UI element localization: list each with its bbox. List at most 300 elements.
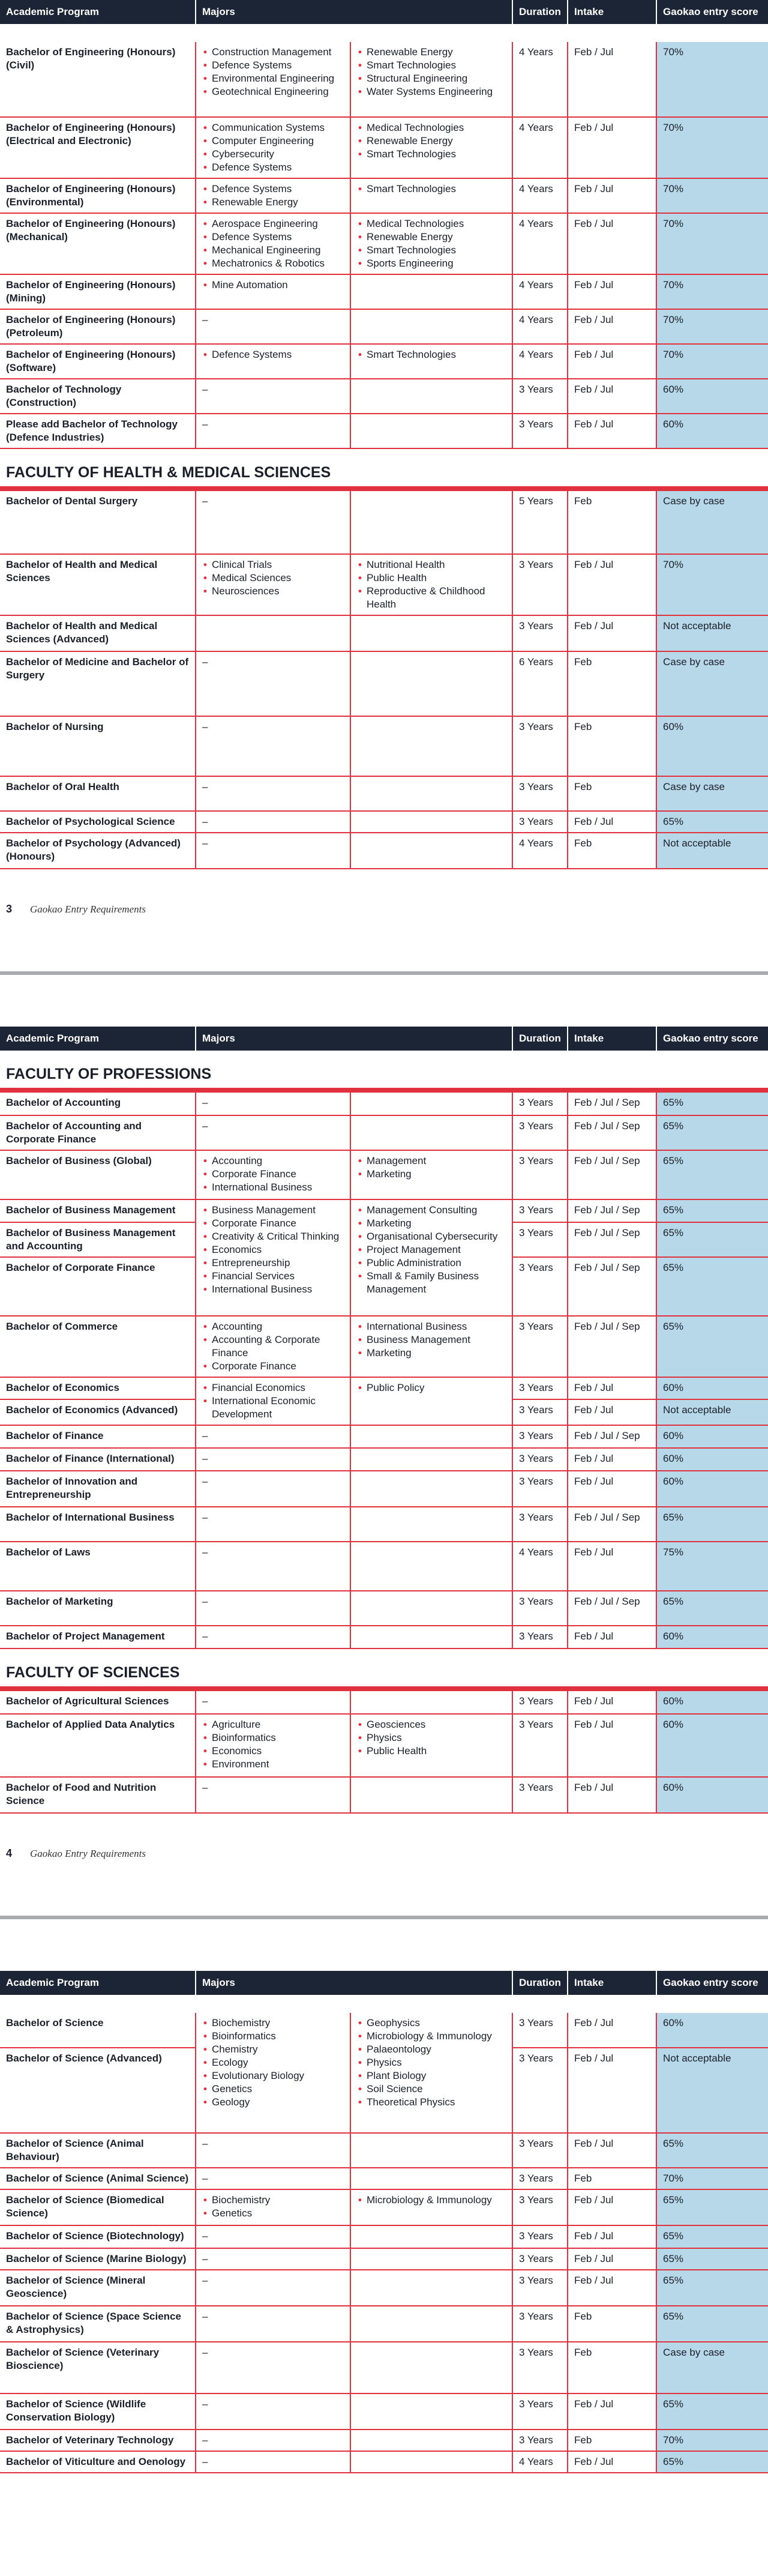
table-row	[0, 2430, 768, 2451]
majors-column-1	[196, 2189, 350, 2225]
majors-column-2	[350, 2013, 512, 2133]
majors-list	[202, 348, 344, 361]
gaokao-score-cell: Case by case	[656, 491, 768, 554]
no-majors-dash: –	[202, 1695, 208, 1707]
gaokao-score-cell: 65%	[656, 2394, 768, 2430]
gaokao-score-cell: 65%	[656, 1093, 768, 1115]
majors-column-2	[350, 2451, 512, 2473]
major-item: • Geology	[202, 2096, 344, 2109]
table-row	[0, 776, 768, 811]
program-name: Bachelor of Accounting and Corporate Finance	[0, 1115, 196, 1150]
majors-list	[202, 46, 344, 98]
majors-column-1	[196, 1691, 350, 1714]
table-header	[0, 1027, 768, 1051]
table-row	[0, 379, 768, 414]
majors-list	[202, 1718, 344, 1771]
intake-cell: Feb / Jul	[568, 1377, 656, 1399]
intake-cell: Feb / Jul / Sep	[568, 1257, 656, 1316]
majors-list	[202, 1204, 344, 1296]
majors-column-2	[350, 1150, 512, 1199]
majors-column-1	[196, 491, 350, 554]
table-row	[0, 1115, 768, 1150]
program-name: Bachelor of Economics (Advanced)	[0, 1399, 196, 1425]
majors-list	[357, 1154, 506, 1181]
program-name: Bachelor of Science (Biomedical Science)	[0, 2189, 196, 2225]
intake-cell: Feb	[568, 651, 656, 716]
footer-label: Gaokao Entry Requirements	[30, 903, 146, 915]
gaokao-score-cell: 70%	[656, 178, 768, 213]
major-item: • International Business	[202, 1181, 344, 1194]
majors-column-1	[196, 651, 350, 716]
gaokao-score-cell: 65%	[656, 1591, 768, 1626]
major-item: • Environment	[202, 1758, 344, 1771]
majors-column-2	[350, 213, 512, 274]
no-majors-dash: –	[202, 384, 208, 395]
majors-column-1	[196, 554, 350, 615]
duration-cell: 3 Years	[512, 379, 568, 414]
no-majors-dash: –	[202, 781, 208, 792]
gaokao-score-cell: 65%	[656, 2270, 768, 2306]
intake-cell: Feb / Jul	[568, 42, 656, 117]
majors-list	[202, 217, 344, 270]
program-name: Bachelor of Economics	[0, 1377, 196, 1399]
majors-column-1	[196, 2270, 350, 2306]
program-name: Bachelor of Science (Space Science & Astrophysics)	[0, 2306, 196, 2342]
program-name: Bachelor of Corporate Finance	[0, 1257, 196, 1316]
majors-column-2	[350, 2225, 512, 2248]
intake-cell: Feb / Jul	[568, 2048, 656, 2133]
majors-list	[202, 121, 344, 174]
intake-cell: Feb / Jul	[568, 1777, 656, 1813]
gaokao-score-cell: Case by case	[656, 776, 768, 811]
header-gaokao-score: Gaokao entry score	[656, 1027, 768, 1051]
program-name: Bachelor of Science (Veterinary Bioscience)	[0, 2342, 196, 2394]
spacer-row	[0, 1995, 768, 2013]
gaokao-score-cell: 70%	[656, 213, 768, 274]
intake-cell: Feb / Jul	[568, 1691, 656, 1714]
majors-column-2	[350, 1777, 512, 1813]
major-item: • Smart Technologies	[357, 244, 506, 257]
majors-column-2	[350, 2394, 512, 2430]
majors-column-2	[350, 1626, 512, 1648]
major-item: • International Business	[202, 1283, 344, 1296]
faculty-rule	[0, 486, 768, 491]
majors-column-2	[350, 615, 512, 651]
intake-cell: Feb / Jul	[568, 2133, 656, 2168]
duration-cell: 3 Years	[512, 1691, 568, 1714]
program-name: Bachelor of Science (Mineral Geoscience)	[0, 2270, 196, 2306]
gaokao-score-cell: 70%	[656, 2168, 768, 2189]
header-duration: Duration	[512, 1027, 568, 1051]
no-majors-dash: –	[202, 2275, 208, 2286]
duration-cell: 3 Years	[512, 2394, 568, 2430]
majors-list	[357, 1718, 506, 1758]
major-item: • Medical Technologies	[357, 217, 506, 231]
program-name: Bachelor of International Business	[0, 1507, 196, 1542]
majors-list	[357, 121, 506, 161]
majors-list	[357, 46, 506, 98]
table-row	[0, 2248, 768, 2270]
program-name: Bachelor of Psychology (Advanced) (Honours)	[0, 833, 196, 869]
major-item: • Marketing	[357, 1217, 506, 1230]
faculty-rule	[0, 1686, 768, 1691]
table-row	[0, 2394, 768, 2430]
program-name: Bachelor of Engineering (Honours) (Civil)	[0, 42, 196, 117]
major-item: • Business Management	[202, 1204, 344, 1217]
gaokao-score-cell: 60%	[656, 2013, 768, 2048]
majors-column-2	[350, 1199, 512, 1316]
major-item: • Geosciences	[357, 1718, 506, 1731]
duration-cell: 5 Years	[512, 491, 568, 554]
majors-column-2	[350, 344, 512, 379]
table-row	[0, 274, 768, 309]
majors-column-2	[350, 776, 512, 811]
no-majors-dash: –	[202, 1476, 208, 1487]
duration-cell: 3 Years	[512, 2306, 568, 2342]
majors-column-1	[196, 2168, 350, 2189]
major-item: • Neurosciences	[202, 585, 344, 598]
duration-cell: 4 Years	[512, 2451, 568, 2473]
program-name: Bachelor of Dental Surgery	[0, 491, 196, 554]
no-majors-dash: –	[202, 2230, 208, 2242]
program-name: Bachelor of Engineering (Honours) (Software)	[0, 344, 196, 379]
major-item: • Clinical Trials	[202, 558, 344, 572]
majors-column-2	[350, 1093, 512, 1115]
duration-cell: 3 Years	[512, 2189, 568, 2225]
major-item: • International Business	[357, 1320, 506, 1333]
majors-column-1	[196, 1199, 350, 1316]
majors-column-2	[350, 491, 512, 554]
intake-cell: Feb / Jul / Sep	[568, 1199, 656, 1222]
page5-body	[0, 1995, 768, 2473]
header-academic-program: Academic Program	[0, 1971, 196, 1995]
program-name: Bachelor of Medicine and Bachelor of Surgery	[0, 651, 196, 716]
major-item: • Mine Automation	[202, 279, 344, 292]
duration-cell: 3 Years	[512, 1626, 568, 1648]
program-name: Bachelor of Applied Data Analytics	[0, 1714, 196, 1777]
program-name: Bachelor of Oral Health	[0, 776, 196, 811]
program-name: Bachelor of Science	[0, 2013, 196, 2048]
major-item: • Chemistry	[202, 2043, 344, 2056]
major-item: • Ecology	[202, 2056, 344, 2069]
table-row	[0, 1093, 768, 1115]
gaokao-score-cell: 70%	[656, 2430, 768, 2451]
intake-cell: Feb	[568, 2306, 656, 2342]
page-number: 3	[6, 903, 13, 915]
majors-column-2	[350, 716, 512, 776]
gaokao-score-cell: 70%	[656, 117, 768, 178]
intake-cell: Feb / Jul	[568, 178, 656, 213]
majors-column-2	[350, 1448, 512, 1471]
major-item: • Defence Systems	[202, 348, 344, 361]
faculty-heading-row	[0, 1648, 768, 1691]
majors-column-1	[196, 1471, 350, 1507]
header-majors: Majors	[196, 1027, 512, 1051]
major-item: • Soil Science	[357, 2083, 506, 2096]
page-gap	[0, 975, 768, 1027]
program-name: Bachelor of Science (Marine Biology)	[0, 2248, 196, 2270]
intake-cell: Feb	[568, 491, 656, 554]
no-majors-dash: –	[202, 2138, 208, 2149]
duration-cell: 3 Years	[512, 1714, 568, 1777]
majors-column-2	[350, 117, 512, 178]
gaokao-score-cell: 65%	[656, 1257, 768, 1316]
duration-cell: 4 Years	[512, 274, 568, 309]
no-majors-dash: –	[202, 1097, 208, 1108]
majors-column-1	[196, 776, 350, 811]
majors-list	[202, 1320, 344, 1373]
gaokao-score-cell: 65%	[656, 1150, 768, 1199]
intake-cell: Feb / Jul	[568, 309, 656, 344]
no-majors-dash: –	[202, 495, 208, 507]
intake-cell: Feb / Jul	[568, 1626, 656, 1648]
gaokao-score-cell: 65%	[656, 1115, 768, 1150]
table-row	[0, 1626, 768, 1648]
intake-cell: Feb	[568, 776, 656, 811]
header-academic-program: Academic Program	[0, 1027, 196, 1051]
table-row	[0, 1777, 768, 1813]
major-item: • Defence Systems	[202, 59, 344, 72]
major-item: • Communication Systems	[202, 121, 344, 134]
gaokao-score-cell: 75%	[656, 1542, 768, 1591]
majors-column-2	[350, 651, 512, 716]
major-item: • Nutritional Health	[357, 558, 506, 572]
majors-column-1	[196, 274, 350, 309]
major-item: • Genetics	[202, 2083, 344, 2096]
major-item: • Corporate Finance	[202, 1360, 344, 1373]
majors-column-1	[196, 1150, 350, 1199]
header-majors: Majors	[196, 1971, 512, 1995]
majors-column-1	[196, 1542, 350, 1591]
major-item: • Aerospace Engineering	[202, 217, 344, 231]
gaokao-score-cell: Not acceptable	[656, 2048, 768, 2133]
majors-list	[202, 182, 344, 209]
no-majors-dash: –	[202, 1630, 208, 1642]
majors-column-1	[196, 1626, 350, 1648]
gaokao-score-cell: 70%	[656, 274, 768, 309]
intake-cell: Feb / Jul / Sep	[568, 1425, 656, 1448]
duration-cell: 6 Years	[512, 651, 568, 716]
duration-cell: 3 Years	[512, 1425, 568, 1448]
table-row	[0, 1714, 768, 1777]
gaokao-score-cell: 65%	[656, 2248, 768, 2270]
major-item: • Cybersecurity	[202, 148, 344, 161]
major-item: • Defence Systems	[202, 161, 344, 174]
major-item: • Management Consulting	[357, 1204, 506, 1217]
table-row	[0, 1150, 768, 1199]
program-name: Bachelor of Science (Wildlife Conservation Biology)	[0, 2394, 196, 2430]
major-item: • Biochemistry	[202, 2016, 344, 2030]
no-majors-dash: –	[202, 2173, 208, 2184]
page-footer-4	[0, 1814, 768, 1898]
no-majors-dash: –	[202, 2311, 208, 2322]
table-row	[0, 491, 768, 554]
duration-cell: 4 Years	[512, 309, 568, 344]
intake-cell: Feb / Jul / Sep	[568, 1115, 656, 1150]
majors-column-2	[350, 1316, 512, 1377]
no-majors-dash: –	[202, 1546, 208, 1558]
no-majors-dash: –	[202, 837, 208, 849]
table-header	[0, 0, 768, 24]
intake-cell: Feb / Jul	[568, 2225, 656, 2248]
table-row	[0, 309, 768, 344]
duration-cell: 3 Years	[512, 1591, 568, 1626]
major-item: • Structural Engineering	[357, 72, 506, 85]
faculty-title: FACULTY OF PROFESSIONS	[6, 1066, 212, 1082]
gaokao-score-cell: 60%	[656, 1471, 768, 1507]
table-row	[0, 554, 768, 615]
gaokao-score-cell: 60%	[656, 1425, 768, 1448]
majors-list	[357, 2016, 506, 2109]
header-duration: Duration	[512, 1971, 568, 1995]
intake-cell: Feb / Jul	[568, 1714, 656, 1777]
gaokao-score-cell: Case by case	[656, 651, 768, 716]
gaokao-score-cell: 70%	[656, 554, 768, 615]
program-name: Bachelor of Commerce	[0, 1316, 196, 1377]
faculty-heading-row	[0, 448, 768, 491]
majors-column-1	[196, 811, 350, 833]
footer-label: Gaokao Entry Requirements	[30, 1848, 146, 1859]
majors-column-2	[350, 2189, 512, 2225]
major-item: • Physics	[357, 2056, 506, 2069]
major-item: • Medical Technologies	[357, 121, 506, 134]
table-row	[0, 1316, 768, 1377]
program-table-page3	[0, 0, 768, 869]
majors-list	[202, 2016, 344, 2109]
table-row	[0, 178, 768, 213]
major-item: • Renewable Energy	[357, 134, 506, 148]
majors-list	[202, 558, 344, 598]
no-majors-dash: –	[202, 2434, 208, 2446]
majors-column-1	[196, 379, 350, 414]
gaokao-score-cell: 65%	[656, 1507, 768, 1542]
majors-column-1	[196, 1591, 350, 1626]
intake-cell: Feb / Jul	[568, 1542, 656, 1591]
table-row	[0, 2189, 768, 2225]
gaokao-score-cell: 65%	[656, 1316, 768, 1377]
program-name: Please add Bachelor of Technology (Defence Industries)	[0, 414, 196, 448]
intake-cell: Feb	[568, 833, 656, 869]
program-name: Bachelor of Science (Biotechnology)	[0, 2225, 196, 2248]
program-name: Bachelor of Project Management	[0, 1626, 196, 1648]
intake-cell: Feb / Jul	[568, 344, 656, 379]
major-item: • Water Systems Engineering	[357, 85, 506, 98]
program-name: Bachelor of Engineering (Honours) (Mining)	[0, 274, 196, 309]
program-table-page4	[0, 1027, 768, 1814]
majors-column-1	[196, 1448, 350, 1471]
gaokao-score-cell: 70%	[656, 42, 768, 117]
no-majors-dash: –	[202, 418, 208, 430]
table-row	[0, 1507, 768, 1542]
gaokao-score-cell: Not acceptable	[656, 1399, 768, 1425]
majors-column-2	[350, 2248, 512, 2270]
duration-cell: 3 Years	[512, 811, 568, 833]
major-item: • Renewable Energy	[357, 46, 506, 59]
gaokao-score-cell: 65%	[656, 2133, 768, 2168]
duration-cell: 3 Years	[512, 776, 568, 811]
majors-column-2	[350, 1115, 512, 1150]
majors-column-1	[196, 2342, 350, 2394]
duration-cell: 4 Years	[512, 1542, 568, 1591]
intake-cell: Feb / Jul / Sep	[568, 1591, 656, 1626]
no-majors-dash: –	[202, 816, 208, 827]
majors-column-2	[350, 833, 512, 869]
major-item: • Smart Technologies	[357, 182, 506, 196]
program-name: Bachelor of Engineering (Honours) (Petroleum)	[0, 309, 196, 344]
faculty-title: FACULTY OF SCIENCES	[6, 1664, 180, 1681]
program-name: Bachelor of Veterinary Technology	[0, 2430, 196, 2451]
gaokao-score-cell: 60%	[656, 414, 768, 448]
gaokao-score-cell: Not acceptable	[656, 615, 768, 651]
major-item: • Geophysics	[357, 2016, 506, 2030]
duration-cell: 3 Years	[512, 1150, 568, 1199]
majors-column-2	[350, 2306, 512, 2342]
majors-column-1	[196, 178, 350, 213]
program-name: Bachelor of Engineering (Honours) (Electrical and Electronic)	[0, 117, 196, 178]
no-majors-dash: –	[202, 1120, 208, 1132]
no-majors-dash: –	[202, 1512, 208, 1523]
program-name: Bachelor of Laws	[0, 1542, 196, 1591]
gaokao-score-cell: 65%	[656, 2306, 768, 2342]
table-row	[0, 414, 768, 448]
major-item: • Sports Engineering	[357, 257, 506, 270]
intake-cell: Feb / Jul	[568, 1399, 656, 1425]
header-intake: Intake	[568, 1027, 656, 1051]
major-item: • Public Health	[357, 1745, 506, 1758]
table-row	[0, 2225, 768, 2248]
program-name: Bachelor of Psychological Science	[0, 811, 196, 833]
major-item: • Computer Engineering	[202, 134, 344, 148]
gaokao-score-cell: 65%	[656, 2189, 768, 2225]
spacer-row	[0, 24, 768, 42]
duration-cell: 3 Years	[512, 2270, 568, 2306]
majors-column-2	[350, 811, 512, 833]
table-row	[0, 1471, 768, 1507]
major-item: • Mechanical Engineering	[202, 244, 344, 257]
gaokao-score-cell: 65%	[656, 2451, 768, 2473]
duration-cell: 4 Years	[512, 344, 568, 379]
major-item: • Geotechnical Engineering	[202, 85, 344, 98]
faculty-title: FACULTY OF HEALTH & MEDICAL SCIENCES	[6, 464, 331, 481]
program-name: Bachelor of Business (Global)	[0, 1150, 196, 1199]
duration-cell: 4 Years	[512, 178, 568, 213]
major-item: • Construction Management	[202, 46, 344, 59]
majors-column-2	[350, 309, 512, 344]
program-name: Bachelor of Science (Animal Behaviour)	[0, 2133, 196, 2168]
major-item: • Accounting & Corporate Finance	[202, 1333, 344, 1360]
majors-list	[357, 348, 506, 361]
duration-cell: 3 Years	[512, 2430, 568, 2451]
program-name: Bachelor of Accounting	[0, 1093, 196, 1115]
program-name: Bachelor of Finance	[0, 1425, 196, 1448]
major-item: • Financial Services	[202, 1270, 344, 1283]
major-item: • Project Management	[357, 1243, 506, 1256]
intake-cell: Feb	[568, 2430, 656, 2451]
majors-column-1	[196, 615, 350, 651]
intake-cell: Feb / Jul	[568, 811, 656, 833]
majors-column-1	[196, 1316, 350, 1377]
page-number: 4	[6, 1847, 13, 1859]
duration-cell: 3 Years	[512, 1115, 568, 1150]
header-intake: Intake	[568, 0, 656, 24]
table-row	[0, 716, 768, 776]
duration-cell: 3 Years	[512, 1377, 568, 1399]
intake-cell: Feb / Jul	[568, 2394, 656, 2430]
duration-cell: 4 Years	[512, 42, 568, 117]
intake-cell: Feb	[568, 716, 656, 776]
major-item: • Physics	[357, 1731, 506, 1745]
no-majors-dash: –	[202, 1782, 208, 1793]
